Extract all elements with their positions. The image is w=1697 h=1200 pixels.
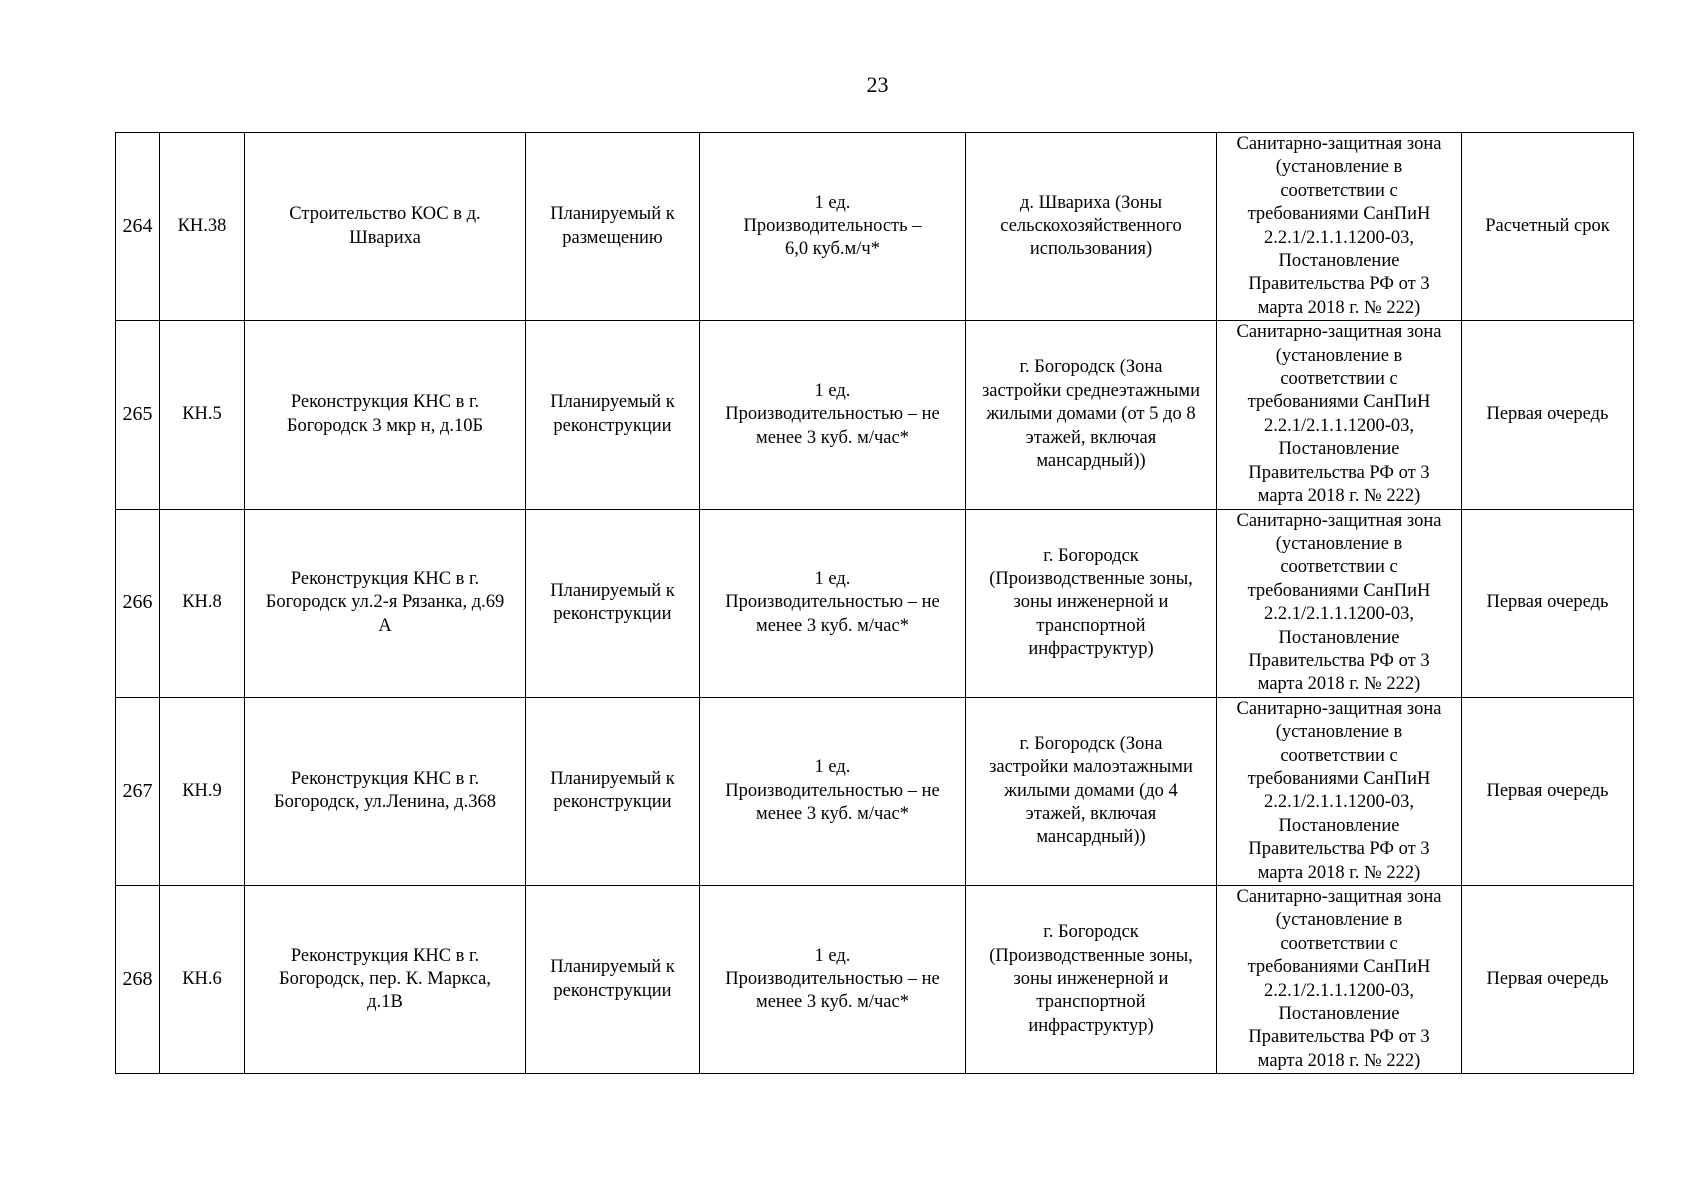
row-number-cell: 265 bbox=[116, 321, 160, 509]
object-location-cell: г. Богородск (Зона застройки малоэтажными жилыми домами (до 4 этажей, включая мансардный)) bbox=[966, 697, 1217, 885]
object-code-cell: КН.5 bbox=[160, 321, 245, 509]
protection-zone-cell: Санитарно-защитная зона (установление в соответствии с требованиями СанПиН 2.2.1/2.1.1.1200-03, Постановление Правительства РФ от 3 марта 2018 г. № 222) bbox=[1217, 697, 1462, 885]
table-row bbox=[116, 886, 1634, 1074]
table-row bbox=[116, 321, 1634, 509]
row-number-cell: 266 bbox=[116, 509, 160, 697]
object-capacity-cell: 1 ед. Производительностью – не менее 3 куб. м/час* bbox=[700, 697, 966, 885]
object-name-cell: Реконструкция КНС в г. Богородск, ул.Ленина, д.368 bbox=[245, 697, 526, 885]
object-status-cell: Планируемый к размещению bbox=[526, 133, 700, 321]
object-code-cell: КН.8 bbox=[160, 509, 245, 697]
protection-zone-cell: Санитарно-защитная зона (установление в соответствии с требованиями СанПиН 2.2.1/2.1.1.1200-03, Постановление Правительства РФ от 3 марта 2018 г. № 222) bbox=[1217, 321, 1462, 509]
object-code-cell: КН.6 bbox=[160, 886, 245, 1074]
table-row bbox=[116, 697, 1634, 885]
object-name-cell: Реконструкция КНС в г. Богородск ул.2-я Рязанка, д.69 А bbox=[245, 509, 526, 697]
object-capacity-cell: 1 ед. Производительностью – не менее 3 куб. м/час* bbox=[700, 321, 966, 509]
object-capacity-cell: 1 ед. Производительностью – не менее 3 куб. м/час* bbox=[700, 886, 966, 1074]
object-location-cell: д. Швариха (Зоны сельскохозяйственного использования) bbox=[966, 133, 1217, 321]
protection-zone-cell: Санитарно-защитная зона (установление в соответствии с требованиями СанПиН 2.2.1/2.1.1.1200-03, Постановление Правительства РФ от 3 марта 2018 г. № 222) bbox=[1217, 886, 1462, 1074]
object-status-cell: Планируемый к реконструкции bbox=[526, 886, 700, 1074]
protection-zone-cell: Санитарно-защитная зона (установление в соответствии с требованиями СанПиН 2.2.1/2.1.1.1200-03, Постановление Правительства РФ от 3 марта 2018 г. № 222) bbox=[1217, 509, 1462, 697]
object-status-cell: Планируемый к реконструкции bbox=[526, 509, 700, 697]
object-name-cell: Строительство КОС в д. Швариха bbox=[245, 133, 526, 321]
object-code-cell: КН.38 bbox=[160, 133, 245, 321]
objects-table bbox=[115, 132, 1634, 1074]
object-location-cell: г. Богородск (Производственные зоны, зоны инженерной и транспортной инфраструктур) bbox=[966, 886, 1217, 1074]
object-location-cell: г. Богородск (Зона застройки среднеэтажными жилыми домами (от 5 до 8 этажей, включая мансардный)) bbox=[966, 321, 1217, 509]
object-name-cell: Реконструкция КНС в г. Богородск 3 мкр н, д.10Б bbox=[245, 321, 526, 509]
protection-zone-cell: Санитарно-защитная зона (установление в соответствии с требованиями СанПиН 2.2.1/2.1.1.1200-03, Постановление Правительства РФ от 3 марта 2018 г. № 222) bbox=[1217, 133, 1462, 321]
implementation-term-cell: Первая очередь bbox=[1462, 321, 1634, 509]
object-location-cell: г. Богородск (Производственные зоны, зоны инженерной и транспортной инфраструктур) bbox=[966, 509, 1217, 697]
implementation-term-cell: Первая очередь bbox=[1462, 697, 1634, 885]
implementation-term-cell: Первая очередь bbox=[1462, 886, 1634, 1074]
object-capacity-cell: 1 ед. Производительностью – не менее 3 куб. м/час* bbox=[700, 509, 966, 697]
object-name-cell: Реконструкция КНС в г. Богородск, пер. К. Маркса, д.1В bbox=[245, 886, 526, 1074]
object-code-cell: КН.9 bbox=[160, 697, 245, 885]
object-status-cell: Планируемый к реконструкции bbox=[526, 321, 700, 509]
object-status-cell: Планируемый к реконструкции bbox=[526, 697, 700, 885]
implementation-term-cell: Первая очередь bbox=[1462, 509, 1634, 697]
page-number: 23 bbox=[866, 72, 889, 97]
row-number-cell: 268 bbox=[116, 886, 160, 1074]
row-number-cell: 264 bbox=[116, 133, 160, 321]
row-number-cell: 267 bbox=[116, 697, 160, 885]
implementation-term-cell: Расчетный срок bbox=[1462, 133, 1634, 321]
table-row bbox=[116, 509, 1634, 697]
table-row bbox=[116, 133, 1634, 321]
object-capacity-cell: 1 ед. Производительность – 6,0 куб.м/ч* bbox=[700, 133, 966, 321]
